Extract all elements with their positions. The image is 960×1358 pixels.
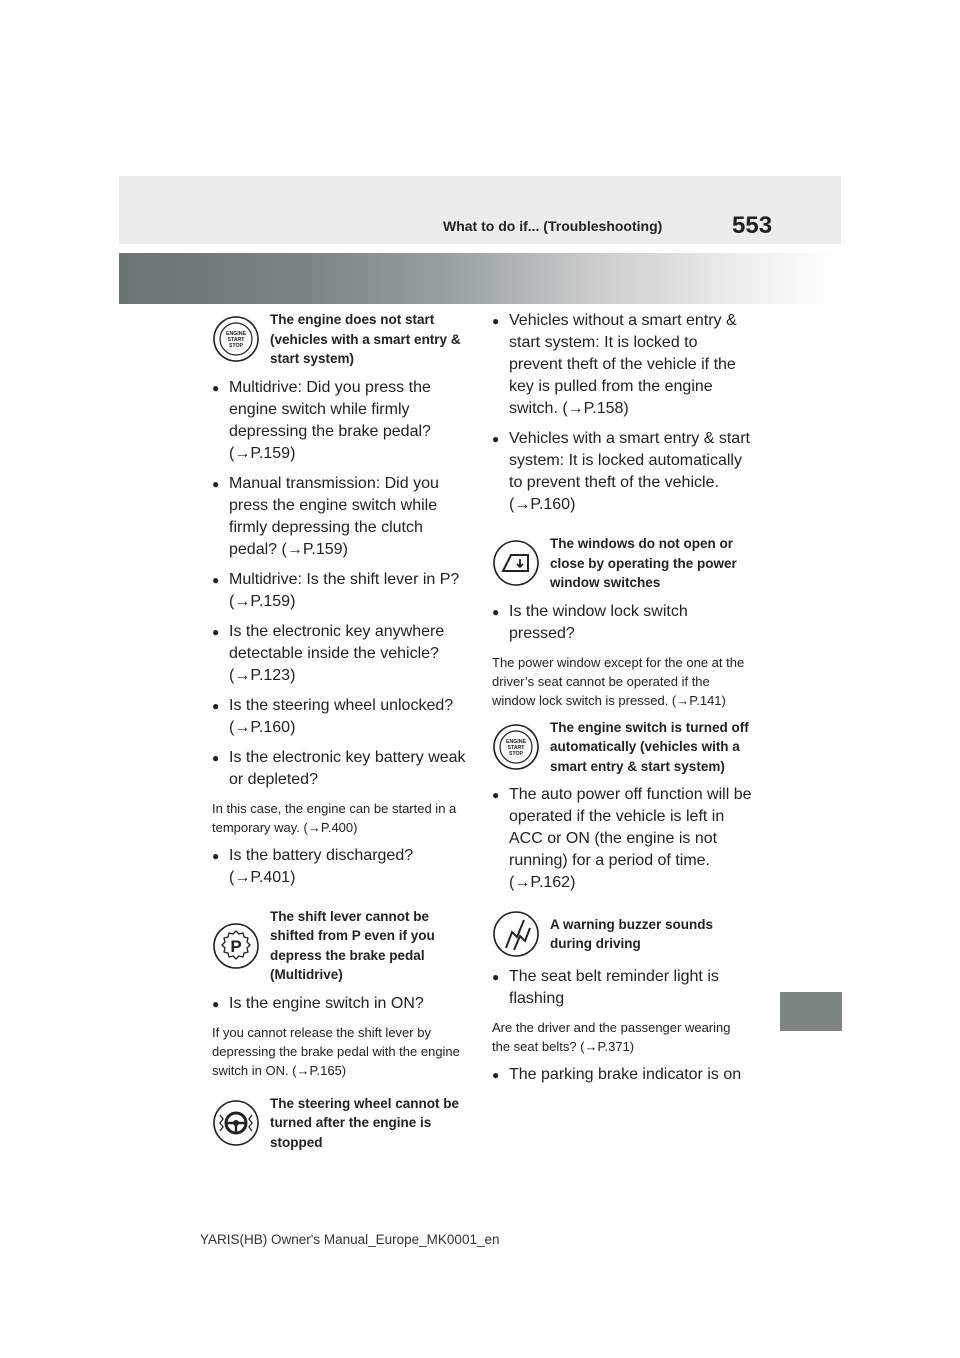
heading-shift-lever	[212, 907, 466, 985]
list-item: ● Manual transmission: Did you press the engine switch while firmly depressing the clutch pedal? (→P.159)	[212, 473, 466, 561]
list-item: ● Vehicles without a smart entry & start system: It is locked to prevent theft of the vehicle if the key is pulled from the engine switch. (→P.158)	[492, 310, 752, 420]
window-lock-icon	[492, 539, 540, 587]
list-item: ● Vehicles with a smart entry & start system: It is locked automatically to prevent theft of the vehicle. (→P.160)	[492, 428, 752, 516]
note-text: If you cannot release the shift lever by depressing the brake pedal with the engine switch in ON. (→P.165)	[212, 1024, 460, 1078]
list-item: ● Multidrive: Did you press the engine switch while firmly depressing the brake pedal? (→P.159)	[212, 377, 466, 465]
heading-text: The engine does not start (vehicles with a smart entry & start system)	[270, 312, 461, 366]
list-item: ● The auto power off function will be operated if the vehicle is left in ACC or ON (the engine is not running) for a period of time. (→P.162)	[492, 784, 752, 894]
list-item: ● Is the steering wheel unlocked? (→P.160)	[212, 695, 466, 739]
heading-text: The windows do not open or close by operating the power window switches	[550, 536, 737, 590]
heading-auto-power-off	[492, 718, 752, 777]
list-item: ● Is the battery discharged? (→P.401)	[212, 845, 466, 889]
svg-text:P: P	[230, 936, 242, 956]
page-number: 553	[732, 212, 773, 239]
svg-text:START: START	[227, 337, 245, 344]
list-item: ● Is the electronic key battery weak or depleted?	[212, 747, 466, 791]
heading-text: The shift lever cannot be shifted from P even if you depress the brake pedal (Multidrive)	[270, 908, 435, 982]
heading-text: The engine switch is turned off automatically (vehicles with a smart entry & start system)	[550, 719, 749, 774]
right-column	[492, 310, 752, 1094]
gradient-band	[119, 253, 841, 304]
steering-lock-icon	[212, 1099, 260, 1147]
list-item: ● The seat belt reminder light is flashing	[492, 966, 752, 1010]
heading-text: The steering wheel cannot be turned after the engine is stopped	[270, 1095, 460, 1150]
svg-text:ENGINE: ENGINE	[226, 331, 246, 338]
list-item: ● Is the electronic key anywhere detectable inside the vehicle? (→P.123)	[212, 621, 466, 687]
svg-text:STOP: STOP	[508, 750, 524, 757]
note-text: The power window except for the one at the driver’s seat cannot be operated if the window lock switch is pressed. (→P.141)	[492, 654, 745, 708]
engine-start-stop-icon	[212, 315, 260, 363]
heading-text: A warning buzzer sounds during driving	[550, 916, 714, 951]
list-item: ● The parking brake indicator is on	[492, 1064, 752, 1086]
svg-text:STOP: STOP	[228, 343, 244, 350]
chapter-tab	[780, 992, 842, 1031]
note-text: In this case, the engine can be started in a temporary way. (→P.400)	[212, 800, 457, 835]
note-text: Are the driver and the passenger wearing the seat belts? (→P.371)	[492, 1020, 731, 1054]
heading-power-windows	[492, 534, 752, 593]
shift-lock-p-icon	[212, 922, 260, 970]
svg-text:START: START	[507, 744, 525, 751]
heading-warning-buzzer	[492, 910, 752, 958]
list-item: ● Is the engine switch in ON?	[212, 993, 466, 1015]
section-title: What to do if... (Troubleshooting)	[443, 218, 663, 234]
heading-steering	[212, 1094, 466, 1153]
list-item: ● Multidrive: Is the shift lever in P? (→P.159)	[212, 569, 466, 613]
left-column	[212, 310, 466, 1160]
list-item: ● Is the window lock switch pressed?	[492, 601, 752, 645]
warning-buzzer-icon	[492, 910, 540, 958]
engine-start-stop-icon	[492, 723, 540, 771]
svg-text:ENGINE: ENGINE	[506, 738, 526, 745]
heading-engine-no-start	[212, 310, 466, 369]
footer-text: YARIS(HB) Owner's Manual_Europe_MK0001_en	[200, 1232, 500, 1247]
